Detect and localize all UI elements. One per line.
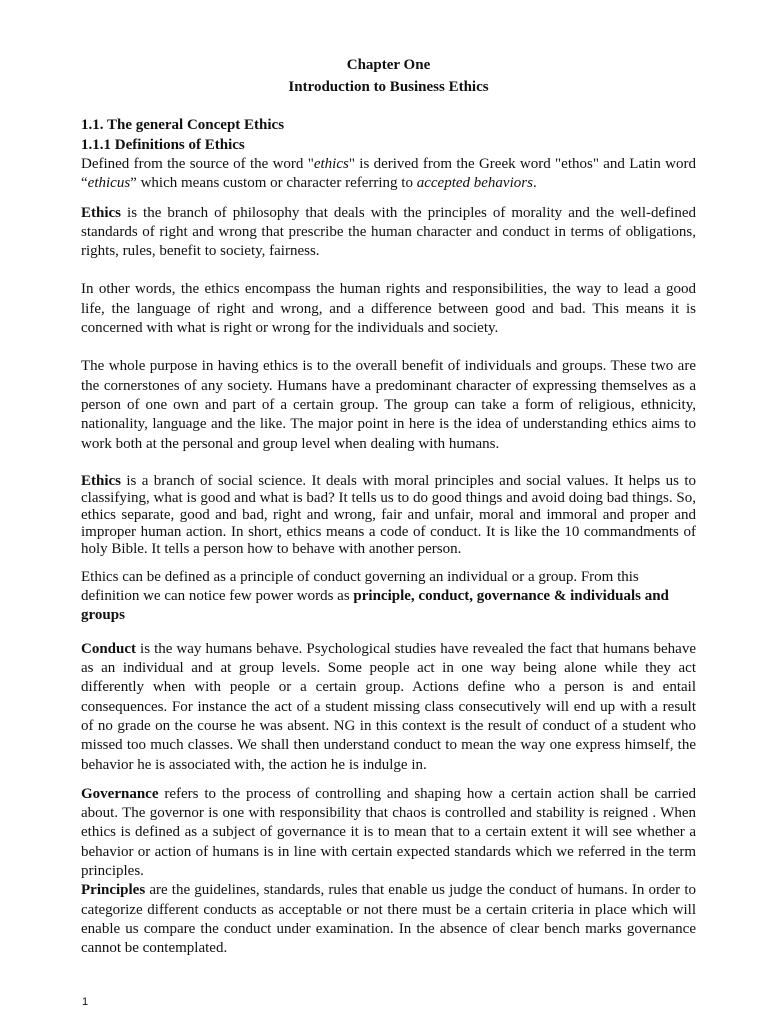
term-principles: Principles [81,882,146,899]
paragraph-ethics-philosophy: Ethics is the branch of philosophy that deals with the principles of morality and the well-defined standards of right and wrong that prescribe the human character and conduct in terms of obligations, rights, rules, benefit to society, fairness. [81,204,696,260]
term-conduct: Conduct [81,640,137,657]
accepted-behaviors: accepted behaviors [416,175,533,192]
paragraph-principle-of-conduct: Ethics can be defined as a principle of conduct governing an individual or a group. From this definition we can notice few power words as principle, conduct, governance & individuals and groups [81,568,669,624]
term-ethics: Ethics [81,204,122,221]
paragraph-ethics-social-science: Ethics is a branch of social science. It deals with moral principles and social values. It helps us to classifying, what is good and what is bad? It tells us to do good things and avoid doing bad things. So, ethics separate, good and bad, right and wrong, fair and unfair, moral and immoral and proper and improper human action. In short, ethics means a code of conduct. It is like the 10 commandments of holy Bible. It tells a person how to behave with another person. [81,472,696,557]
word-ethicus: ethicus [87,175,131,192]
chapter-subtitle: Introduction to Business Ethics [288,79,489,95]
paragraph-whole-purpose: The whole purpose in having ethics is to the overall benefit of individuals and groups. These two are the cornerstones of any society. Humans have a predominant character of expressing themselves as a person of one own and part of a certain group. The group can take a form of religious, ethnicity, nationality, language and the like. The major point in here is the idea of understanding ethics aims to work both at the personal and group level when dealing with humans. [81,358,696,452]
term-ethics-2: Ethics [81,472,122,489]
paragraph-in-other-words: In other words, the ethics encompass the human rights and responsibilities, the way to lead a good life, the language of right and wrong, and a difference between good and bad. This means it is concerned with what is right or wrong for the individuals and society. [81,281,696,337]
chapter-title: Chapter One [346,57,431,73]
document-body [81,54,696,959]
paragraph-governance: Governance refers to the process of controlling and shaping how a certain action shall be carried about. The governor is one with responsibility that chaos is controlled and stability is reigned . When ethics is defined as a subject of governance it is to mean that to a certain extent it will see whether a behavior or action of humans is in line with certain expected standards which we referred in the term principles. [81,785,696,880]
word-ethics: ethics [313,156,349,172]
paragraph-definition: Defined from the source of the word "ethics" is derived from the Greek word "ethos" and Latin word “ethicus” which means custom or character referring to accepted behaviors. [81,156,696,192]
section-heading: 1.1. The general Concept Ethics [81,117,285,133]
subsection-heading: 1.1.1 Definitions of Ethics [81,137,245,153]
paragraph-principles: Principles are the guidelines, standards, rules that enable us judge the conduct of humans. In order to categorize different conducts as acceptable or not there must be a certain criteria in place which will enable us compare the conduct under examination. In the absence of clear bench marks governance cannot be contemplated. [81,882,696,957]
page-number: 1 [82,996,89,1008]
term-governance: Governance [81,785,159,802]
power-words: principle, conduct, governance & individuals and groups [81,588,669,624]
paragraph-conduct: Conduct is the way humans behave. Psychological studies have revealed the fact that humans behave as an individual and at group levels. Some people act in one way being alone while they act differently when with people or a certain group. Actions define who a person is and entail consequences. For instance the act of a student missing class consecutively will end up with a result of no grade on the course he was absent. NG in this context is the result of conduct of a student who missed too much classes. We shall then understand conduct to mean the way one express himself, the behavior he is associated with, the action he is indulge in. [81,640,696,773]
